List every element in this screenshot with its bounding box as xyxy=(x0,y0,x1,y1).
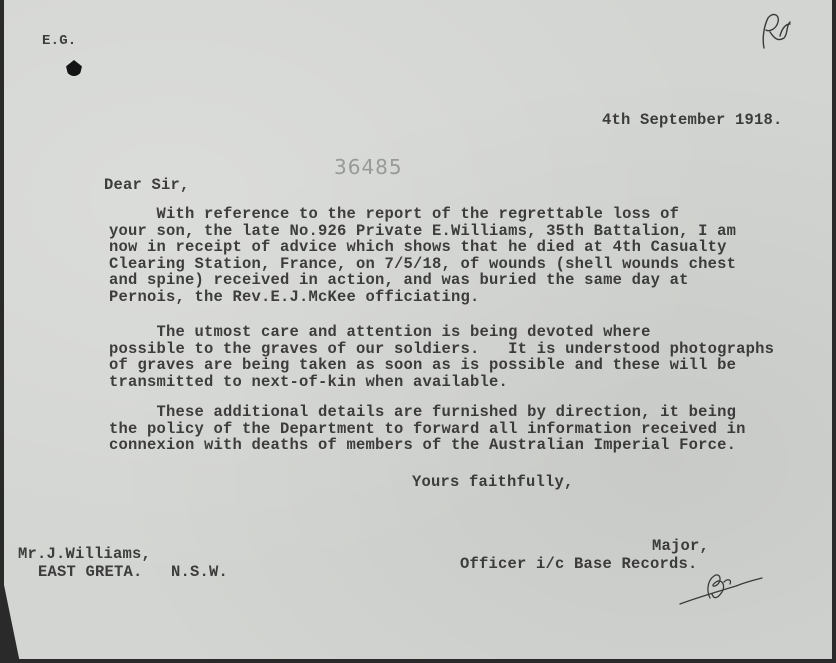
paragraph-2 xyxy=(109,324,774,390)
text-line: the policy of the Department to forward all information received in xyxy=(109,419,746,438)
file-number-stamp: 36485 xyxy=(334,155,403,179)
text-line: With reference to the report of the regrettable loss of xyxy=(109,205,680,223)
text-line: These additional details are furnished by direction, it being xyxy=(109,403,737,421)
letter-date: 4th September 1918. xyxy=(602,111,783,129)
text-line: The utmost care and attention is being devoted where xyxy=(109,323,651,341)
torn-corner xyxy=(4,585,44,659)
text-line: now in receipt of advice which shows that he died at 4th Casualty xyxy=(109,238,727,256)
text-line: connexion with deaths of members of the Australian Imperial Force. xyxy=(109,436,737,454)
punch-hole xyxy=(66,60,82,76)
text-line: and spine) received in action, and was buried the same day at xyxy=(109,271,689,289)
closing: Yours faithfully, xyxy=(412,473,574,491)
recipient-name: Mr.J.Williams, xyxy=(18,545,152,563)
text-line: Pernois, the Rev.E.J.McKee officiating. xyxy=(109,287,480,306)
text-line: possible to the graves of our soldiers. It is understood photographs xyxy=(109,339,775,358)
signatory-office: Officer i/c Base Records. xyxy=(460,555,698,573)
salutation: Dear Sir, xyxy=(104,176,190,194)
signatory-rank: Major, xyxy=(652,537,710,555)
text-line: your son, the late No.926 Private E.Williams, 35th Battalion, I am xyxy=(109,221,737,240)
text-line: transmitted to next-of-kin when available. xyxy=(109,372,509,391)
paragraph-1 xyxy=(109,206,736,305)
paragraph-3 xyxy=(109,404,746,454)
text-line: Clearing Station, France, on 7/5/18, of wounds (shell wounds chest xyxy=(109,254,737,273)
recipient-place: EAST GRETA. N.S.W. xyxy=(38,563,229,581)
signature xyxy=(676,568,766,608)
handwritten-initials xyxy=(756,8,796,58)
letter-page xyxy=(4,0,832,659)
reference-tag: E.G. xyxy=(42,33,77,49)
text-line: of graves are being taken as soon as is possible and these will be xyxy=(109,356,737,374)
